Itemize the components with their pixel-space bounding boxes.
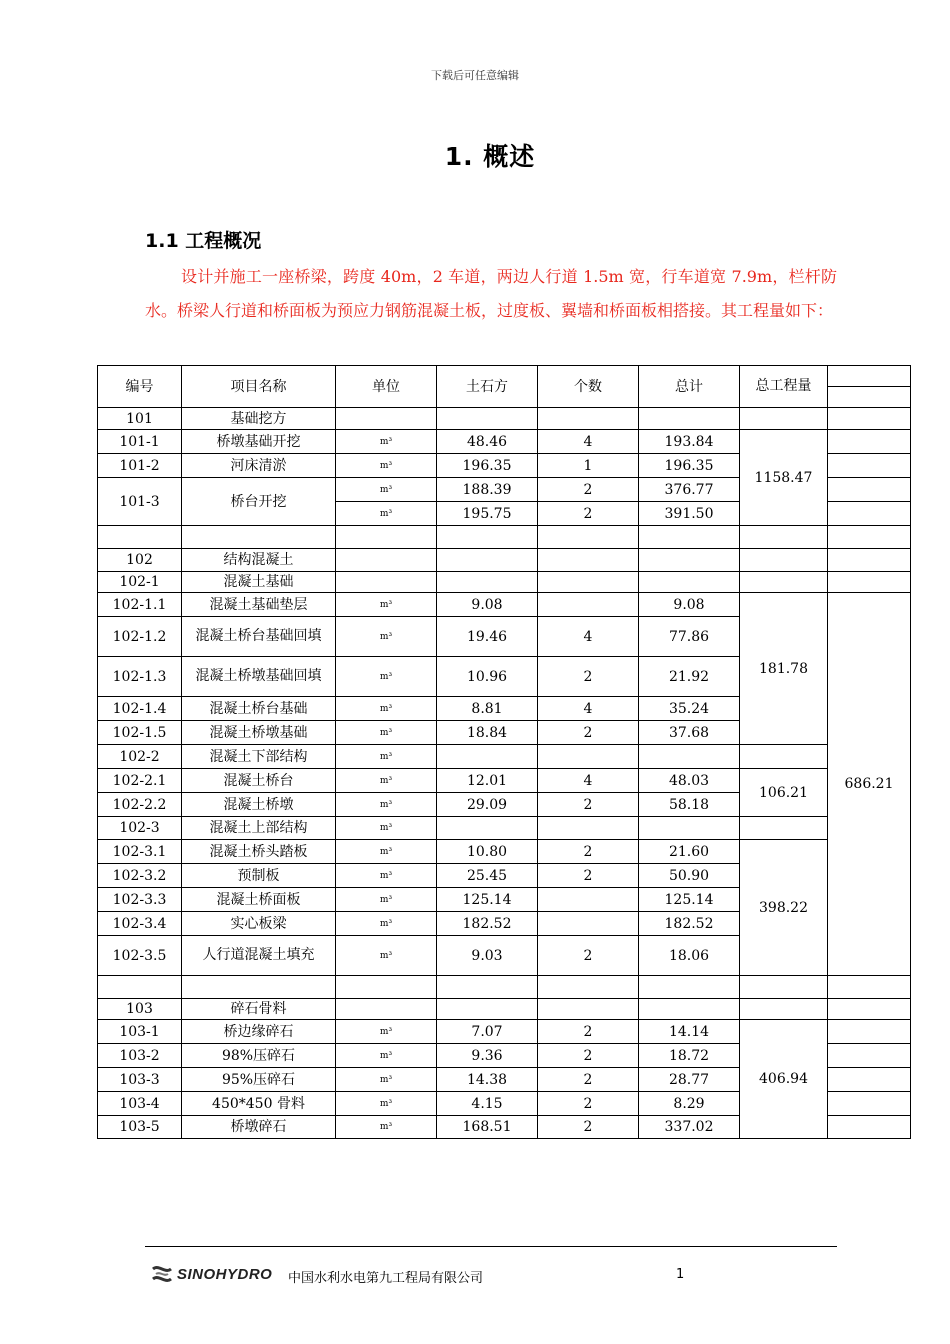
- table-row: [98, 572, 911, 593]
- cell-unit: m³: [336, 430, 437, 454]
- cell-unit: m³: [336, 1068, 437, 1092]
- cell-name: 混凝土桥台基础: [182, 697, 336, 721]
- cell-code: 101-1: [98, 430, 182, 454]
- cell-empty: [828, 1020, 911, 1044]
- cell-empty: [828, 454, 911, 478]
- cell-total: 48.03: [639, 769, 740, 793]
- cell-earthwork: [437, 549, 538, 572]
- cell-code: 102-1.4: [98, 697, 182, 721]
- cell-total: 77.86: [639, 617, 740, 657]
- cell-name: 95%压碎石: [182, 1068, 336, 1092]
- cell-count: 2: [538, 864, 639, 888]
- cell-total: 193.84: [639, 430, 740, 454]
- cell-earthwork: 14.38: [437, 1068, 538, 1092]
- cell-empty: [828, 1068, 911, 1092]
- cell-unit: m³: [336, 912, 437, 936]
- cell-name: 桥边缘碎石: [182, 1020, 336, 1044]
- cell-total: [639, 999, 740, 1020]
- cell-unit: m³: [336, 478, 437, 502]
- cell-earthwork: 195.75: [437, 502, 538, 526]
- cell-count: 4: [538, 617, 639, 657]
- cell-code: 102-3.4: [98, 912, 182, 936]
- cell-total: 37.68: [639, 721, 740, 745]
- cell-unit: [336, 526, 437, 549]
- cell-total: 337.02: [639, 1116, 740, 1139]
- cell-name: 河床清淤: [182, 454, 336, 478]
- cell-total: [639, 745, 740, 769]
- cell-code: 102-2.2: [98, 793, 182, 817]
- cell-total: 21.60: [639, 840, 740, 864]
- cell-empty: [828, 1092, 911, 1116]
- cell-unit: m³: [336, 888, 437, 912]
- page-number: 1: [676, 1267, 685, 1282]
- cell-empty: [740, 549, 828, 572]
- table-row: [98, 593, 911, 617]
- cell-empty: [828, 502, 911, 526]
- header-unit: 单位: [336, 366, 437, 408]
- cell-code: 102-1.1: [98, 593, 182, 617]
- cell-earthwork: 18.84: [437, 721, 538, 745]
- cell-name: 混凝土基础: [182, 572, 336, 593]
- cell-empty: [828, 1044, 911, 1068]
- cell-count: 2: [538, 502, 639, 526]
- cell-unit: [336, 976, 437, 999]
- cell-total: 9.08: [639, 593, 740, 617]
- cell-name: 混凝土下部结构: [182, 745, 336, 769]
- cell-code: 103-5: [98, 1116, 182, 1139]
- cell-count: 1: [538, 454, 639, 478]
- cell-unit: m³: [336, 793, 437, 817]
- cell-empty: [740, 999, 828, 1020]
- cell-code: 102-3: [98, 817, 182, 840]
- cell-unit: m³: [336, 745, 437, 769]
- table-row: [98, 1020, 911, 1044]
- cell-unit: m³: [336, 936, 437, 976]
- cell-total: 28.77: [639, 1068, 740, 1092]
- quantity-table: [97, 365, 911, 1139]
- cell-unit: m³: [336, 697, 437, 721]
- subtotal-excavation: 1158.47: [740, 430, 828, 526]
- cell-empty: [828, 999, 911, 1020]
- cell-name: 预制板: [182, 864, 336, 888]
- cell-code: 102-1.2: [98, 617, 182, 657]
- cell-count: [538, 745, 639, 769]
- cell-total: 18.72: [639, 1044, 740, 1068]
- cell-empty: [740, 572, 828, 593]
- cell-earthwork: 9.03: [437, 936, 538, 976]
- table-row: [98, 999, 911, 1020]
- cell-total: 50.90: [639, 864, 740, 888]
- cell-name: 混凝土桥台基础回填: [182, 617, 336, 657]
- cell-count: 4: [538, 430, 639, 454]
- cell-name: 桥墩基础开挖: [182, 430, 336, 454]
- cell-code: 102-3.5: [98, 936, 182, 976]
- cell-earthwork: [437, 999, 538, 1020]
- chapter-title: 1. 概述: [444, 142, 536, 171]
- cell-total: [639, 408, 740, 430]
- table-row: [98, 976, 911, 999]
- subtotal-aggregate: 406.94: [740, 1020, 828, 1139]
- cell-empty: [828, 526, 911, 549]
- cell-earthwork: [437, 745, 538, 769]
- cell-earthwork: [437, 526, 538, 549]
- cell-count: 4: [538, 697, 639, 721]
- cell-total: 125.14: [639, 888, 740, 912]
- header-total: 总计: [639, 366, 740, 408]
- cell-code: 103-3: [98, 1068, 182, 1092]
- cell-empty: [740, 526, 828, 549]
- cell-count: [538, 999, 639, 1020]
- cell-earthwork: 182.52: [437, 912, 538, 936]
- cell-count: 2: [538, 793, 639, 817]
- cell-earthwork: 19.46: [437, 617, 538, 657]
- cell-empty: [828, 478, 911, 502]
- cell-earthwork: [437, 408, 538, 430]
- cell-code: 102-3.3: [98, 888, 182, 912]
- cell-count: [538, 976, 639, 999]
- cell-empty: [740, 976, 828, 999]
- cell-count: 2: [538, 840, 639, 864]
- table-row: [98, 430, 911, 454]
- table-row: [98, 549, 911, 572]
- cell-count: [538, 526, 639, 549]
- cell-count: 4: [538, 769, 639, 793]
- cell-empty: [828, 408, 911, 430]
- cell-unit: m³: [336, 840, 437, 864]
- cell-code: 103-2: [98, 1044, 182, 1068]
- cell-earthwork: 8.81: [437, 697, 538, 721]
- cell-count: 2: [538, 936, 639, 976]
- cell-code: 102-1.5: [98, 721, 182, 745]
- cell-unit: m³: [336, 1116, 437, 1139]
- cell-unit: m³: [336, 864, 437, 888]
- cell-empty: [828, 549, 911, 572]
- cell-name: 混凝土桥头踏板: [182, 840, 336, 864]
- cell-code: [98, 976, 182, 999]
- cell-name: 结构混凝土: [182, 549, 336, 572]
- cell-total: [639, 572, 740, 593]
- cell-code: 101-3: [98, 478, 182, 526]
- cell-count: 2: [538, 1044, 639, 1068]
- table-row: [98, 526, 911, 549]
- cell-count: 2: [538, 657, 639, 697]
- cell-code: [98, 526, 182, 549]
- cell-earthwork: 48.46: [437, 430, 538, 454]
- cell-count: 2: [538, 478, 639, 502]
- cell-unit: [336, 572, 437, 593]
- cell-code: 102-2: [98, 745, 182, 769]
- cell-unit: m³: [336, 454, 437, 478]
- cell-count: [538, 572, 639, 593]
- header-extra-cell: [828, 387, 911, 408]
- cell-unit: m³: [336, 1020, 437, 1044]
- cell-count: [538, 593, 639, 617]
- company-name: 中国水利水电第九工程局有限公司: [288, 1271, 484, 1286]
- cell-earthwork: 168.51: [437, 1116, 538, 1139]
- cell-earthwork: 29.09: [437, 793, 538, 817]
- intro-paragraph: 设计并施工一座桥梁，跨度 40m，2 车道，两边人行道 1.5m 宽，行车道宽 7.9m，栏杆防水。桥梁人行道和桥面板为预应力钢筋混凝土板，过度板、翼墙和桥面板相搭接。其工程量如下：: [145, 267, 837, 320]
- cell-earthwork: 12.01: [437, 769, 538, 793]
- sinohydro-logo-icon: [150, 1262, 174, 1286]
- header-earthwork: 土石方: [437, 366, 538, 408]
- cell-code: 103-1: [98, 1020, 182, 1044]
- cell-empty: [828, 976, 911, 999]
- cell-code: 102-2.1: [98, 769, 182, 793]
- cell-empty: [828, 1116, 911, 1139]
- cell-earthwork: 196.35: [437, 454, 538, 478]
- cell-unit: m³: [336, 617, 437, 657]
- cell-count: 2: [538, 1092, 639, 1116]
- cell-unit: m³: [336, 769, 437, 793]
- cell-total: 182.52: [639, 912, 740, 936]
- cell-code: 103-4: [98, 1092, 182, 1116]
- cell-unit: m³: [336, 721, 437, 745]
- cell-earthwork: 25.45: [437, 864, 538, 888]
- cell-name: [182, 976, 336, 999]
- cell-code: 101: [98, 408, 182, 430]
- sinohydro-logo: [150, 1261, 272, 1287]
- table-row: [98, 769, 911, 793]
- cell-unit: [336, 408, 437, 430]
- cell-count: [538, 888, 639, 912]
- cell-unit: m³: [336, 657, 437, 697]
- cell-count: [538, 912, 639, 936]
- cell-code: 102-1.3: [98, 657, 182, 697]
- cell-empty: [828, 430, 911, 454]
- cell-count: 2: [538, 721, 639, 745]
- footer-divider: [145, 1246, 837, 1247]
- cell-code: 102-1: [98, 572, 182, 593]
- cell-total: 58.18: [639, 793, 740, 817]
- cell-total: 8.29: [639, 1092, 740, 1116]
- cell-name: 混凝土桥台: [182, 769, 336, 793]
- cell-total: 18.06: [639, 936, 740, 976]
- cell-code: 102-3.1: [98, 840, 182, 864]
- cell-unit: m³: [336, 1044, 437, 1068]
- page-header-note: 下载后可任意编辑: [431, 69, 519, 82]
- cell-earthwork: [437, 572, 538, 593]
- cell-name: 碎石骨料: [182, 999, 336, 1020]
- cell-count: [538, 817, 639, 840]
- cell-code: 103: [98, 999, 182, 1020]
- cell-name: 混凝土桥墩基础回填: [182, 657, 336, 697]
- cell-count: 2: [538, 1116, 639, 1139]
- cell-name: 基础挖方: [182, 408, 336, 430]
- header-code: 编号: [98, 366, 182, 408]
- cell-name: 混凝土桥墩: [182, 793, 336, 817]
- cell-unit: m³: [336, 502, 437, 526]
- header-grand-total: 总工程量: [740, 366, 828, 408]
- subtotal-substructure: 106.21: [740, 769, 828, 817]
- table-row: [98, 817, 911, 840]
- cell-total: [639, 526, 740, 549]
- cell-total: 376.77: [639, 478, 740, 502]
- subtotal-concrete: 686.21: [828, 593, 911, 976]
- cell-total: [639, 549, 740, 572]
- cell-empty: [828, 572, 911, 593]
- cell-earthwork: [437, 976, 538, 999]
- cell-total: 35.24: [639, 697, 740, 721]
- cell-total: 196.35: [639, 454, 740, 478]
- cell-code: 102-3.2: [98, 864, 182, 888]
- cell-name: 98%压碎石: [182, 1044, 336, 1068]
- cell-name: 人行道混凝土填充: [182, 936, 336, 976]
- table-row: [98, 408, 911, 430]
- cell-total: [639, 976, 740, 999]
- cell-name: 450*450 骨料: [182, 1092, 336, 1116]
- cell-earthwork: 188.39: [437, 478, 538, 502]
- cell-empty: [740, 817, 828, 840]
- cell-empty: [740, 745, 828, 769]
- header-name: 项目名称: [182, 366, 336, 408]
- cell-name: 实心板梁: [182, 912, 336, 936]
- cell-unit: [336, 999, 437, 1020]
- cell-total: 391.50: [639, 502, 740, 526]
- subtotal-superstructure: 398.22: [740, 840, 828, 976]
- logo-text: SINOHYDRO: [177, 1265, 273, 1283]
- cell-earthwork: 9.36: [437, 1044, 538, 1068]
- cell-unit: m³: [336, 593, 437, 617]
- cell-earthwork: 10.80: [437, 840, 538, 864]
- cell-name: [182, 526, 336, 549]
- cell-total: 14.14: [639, 1020, 740, 1044]
- header-count: 个数: [538, 366, 639, 408]
- cell-earthwork: 9.08: [437, 593, 538, 617]
- table-row: [98, 840, 911, 864]
- cell-count: [538, 549, 639, 572]
- cell-earthwork: [437, 817, 538, 840]
- header-extra-cell: [828, 366, 911, 387]
- cell-earthwork: 7.07: [437, 1020, 538, 1044]
- cell-name: 混凝土基础垫层: [182, 593, 336, 617]
- cell-count: 2: [538, 1068, 639, 1092]
- cell-earthwork: 4.15: [437, 1092, 538, 1116]
- cell-name: 混凝土桥墩基础: [182, 721, 336, 745]
- cell-unit: m³: [336, 817, 437, 840]
- cell-empty: [740, 408, 828, 430]
- cell-code: 102: [98, 549, 182, 572]
- cell-name: 桥台开挖: [182, 478, 336, 526]
- table-row: [98, 745, 911, 769]
- subtotal-foundation: 181.78: [740, 593, 828, 745]
- cell-name: 混凝土上部结构: [182, 817, 336, 840]
- cell-name: 混凝土桥面板: [182, 888, 336, 912]
- cell-earthwork: 10.96: [437, 657, 538, 697]
- cell-code: 101-2: [98, 454, 182, 478]
- cell-unit: [336, 549, 437, 572]
- section-title: 1.1 工程概况: [145, 230, 262, 252]
- cell-total: [639, 817, 740, 840]
- cell-earthwork: 125.14: [437, 888, 538, 912]
- cell-count: 2: [538, 1020, 639, 1044]
- cell-count: [538, 408, 639, 430]
- cell-total: 21.92: [639, 657, 740, 697]
- cell-unit: m³: [336, 1092, 437, 1116]
- cell-name: 桥墩碎石: [182, 1116, 336, 1139]
